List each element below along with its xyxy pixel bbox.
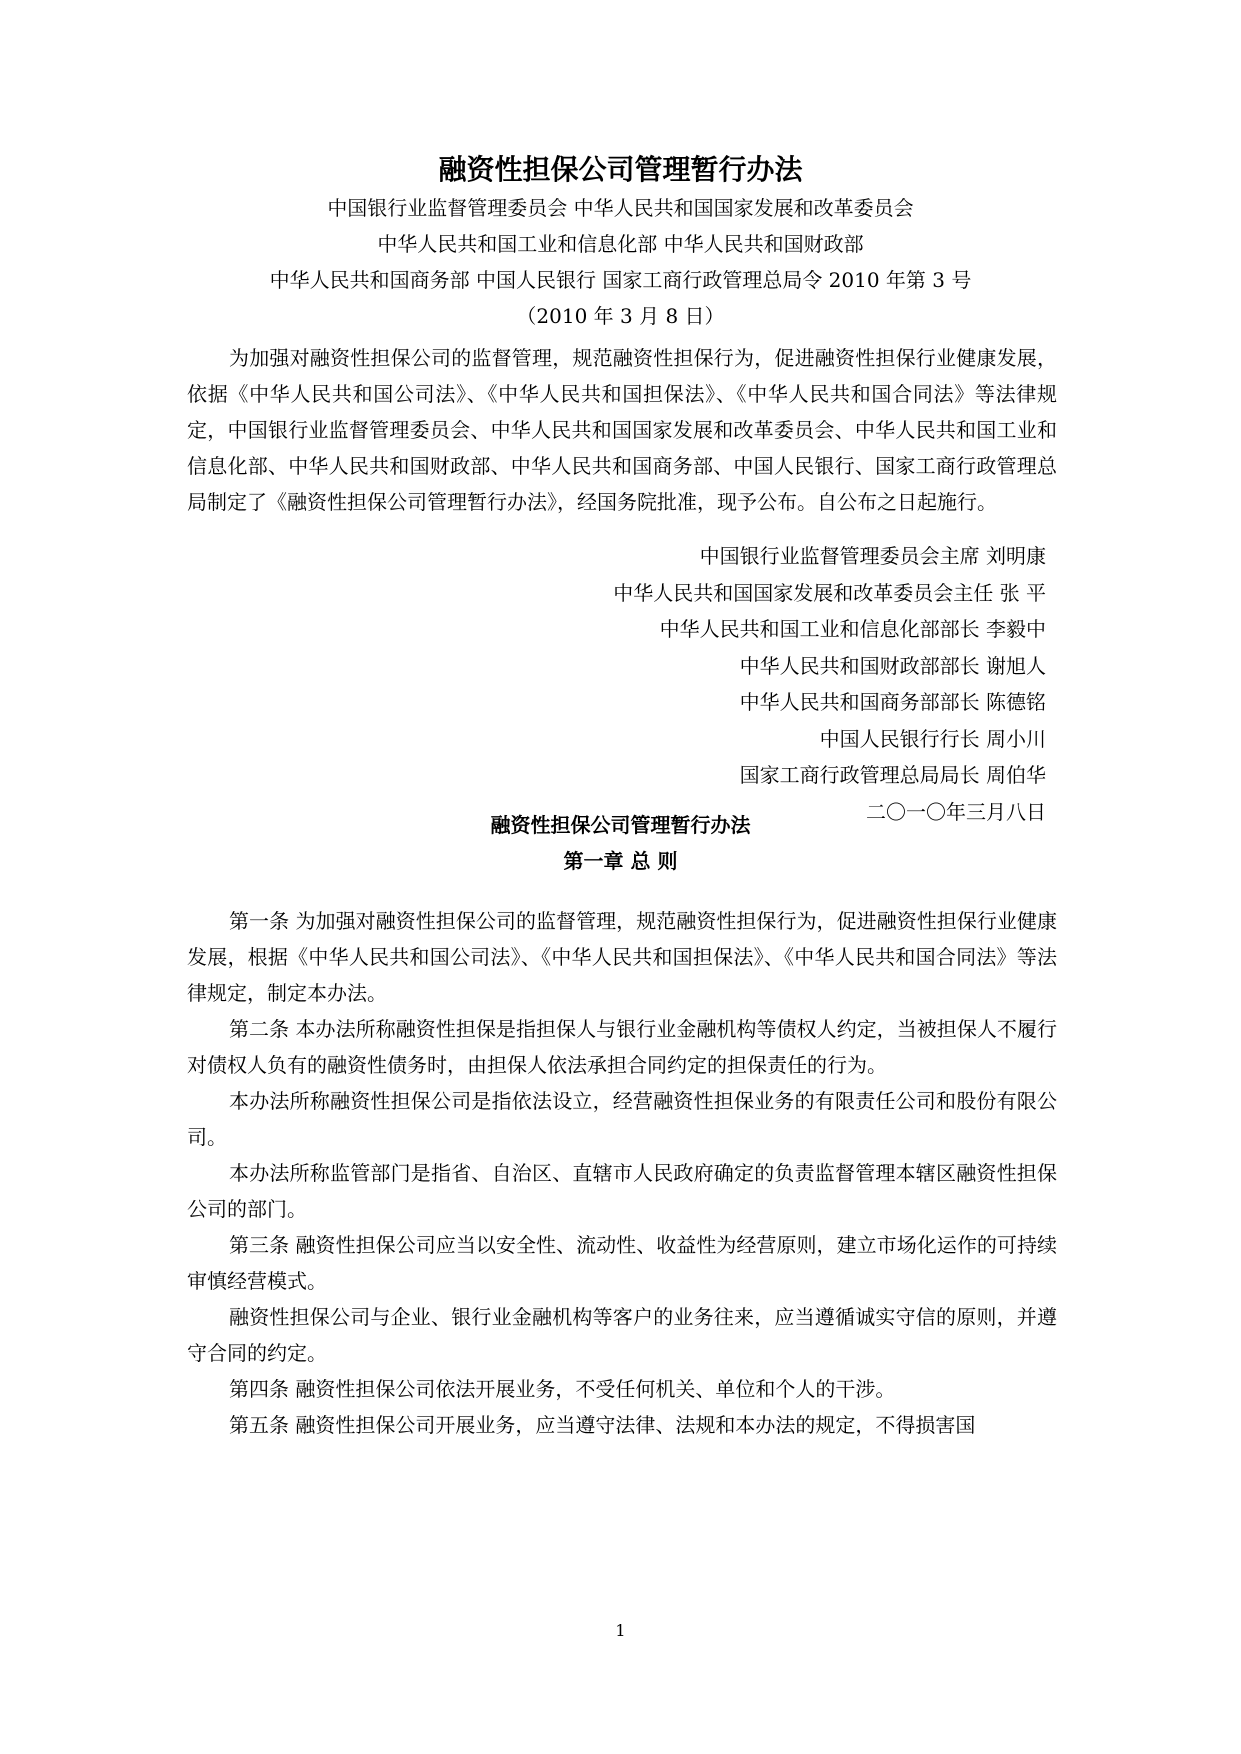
- regulation-subtitle: 融资性担保公司管理暂行办法: [490, 813, 751, 837]
- issuer-line: 中华人民共和国工业和信息化部 中华人民共和国财政部: [377, 232, 864, 256]
- signatory-line: 中华人民共和国国家发展和改革委员会主任 张 平: [613, 580, 1046, 605]
- issuer-line: 中华人民共和国商务部 中国人民银行 国家工商行政管理总局令 2010 年第 3 号: [269, 268, 972, 292]
- signature-date: 二〇一〇年三月八日: [866, 799, 1046, 824]
- article-paragraph: 本办法所称监管部门是指省、自治区、直辖市人民政府确定的负责监督管理本辖区融资性担保公司的部门。: [187, 1161, 1057, 1221]
- preamble-block: [187, 340, 1057, 520]
- signatories-block: [187, 538, 1057, 830]
- signatory-line: 中国银行业监督管理委员会主席 刘明康: [699, 544, 1046, 568]
- issuers-block: [0, 190, 1241, 334]
- article-paragraph: 第五条 融资性担保公司开展业务，应当遵守法律、法规和本办法的规定，不得损害国: [229, 1413, 976, 1437]
- document-title: 融资性担保公司管理暂行办法: [438, 153, 803, 186]
- preamble-paragraph: 为加强对融资性担保公司的监督管理，规范融资性担保行为，促进融资性担保行业健康发展，依据《中华人民共和国公司法》、《中华人民共和国担保法》、《中华人民共和国合同法》等法律规定，中国银行业监督管理委员会、中华人民共和国国家发展和改革委员会、中华人民共和国工业和信息化部、中华人民共和国财政部、中华人民共和国商务部、中国人民银行、国家工商行政管理总局制定了《融资性担保公司管理暂行办法》，经国务院批准，现予公布。自公布之日起施行。: [187, 346, 1057, 514]
- signatory-line: 中华人民共和国财政部部长 谢旭人: [739, 653, 1046, 678]
- article-paragraph: 融资性担保公司与企业、银行业金融机构等客户的业务往来，应当遵循诚实守信的原则，并遵守合同的约定。: [187, 1305, 1057, 1365]
- signatory-line: 中华人民共和国工业和信息化部部长 李毅中: [659, 617, 1046, 641]
- chapter-heading: 第一章 总 则: [563, 849, 678, 873]
- issuer-line: 中国银行业监督管理委员会 中华人民共和国国家发展和改革委员会: [327, 196, 914, 220]
- article-paragraph: 第一条 为加强对融资性担保公司的监督管理，规范融资性担保行为，促进融资性担保行业健康发展，根据《中华人民共和国公司法》、《中华人民共和国担保法》、《中华人民共和国合同法》等法律规定，制定本办法。: [187, 909, 1057, 1005]
- signatory-line: 中华人民共和国商务部部长 陈德铭: [739, 690, 1046, 714]
- article-paragraph: 第四条 融资性担保公司依法开展业务，不受任何机关、单位和个人的干涉。: [229, 1377, 896, 1401]
- signatory-line: 中国人民银行行长 周小川: [819, 726, 1046, 751]
- signatory-line: 国家工商行政管理总局局长 周伯华: [739, 763, 1046, 787]
- articles-block: [187, 903, 1057, 1443]
- page-number: 1: [615, 1621, 626, 1640]
- article-paragraph: 第二条 本办法所称融资性担保是指担保人与银行业金融机构等债权人约定，当被担保人不履行对债权人负有的融资性债务时，由担保人依法承担合同约定的担保责任的行为。: [187, 1017, 1057, 1077]
- article-paragraph: 第三条 融资性担保公司应当以安全性、流动性、收益性为经营原则，建立市场化运作的可持续审慎经营模式。: [187, 1233, 1057, 1293]
- article-paragraph: 本办法所称融资性担保公司是指依法设立，经营融资性担保业务的有限责任公司和股份有限公司。: [187, 1089, 1057, 1149]
- issue-date: （2010 年 3 月 8 日）: [516, 304, 725, 328]
